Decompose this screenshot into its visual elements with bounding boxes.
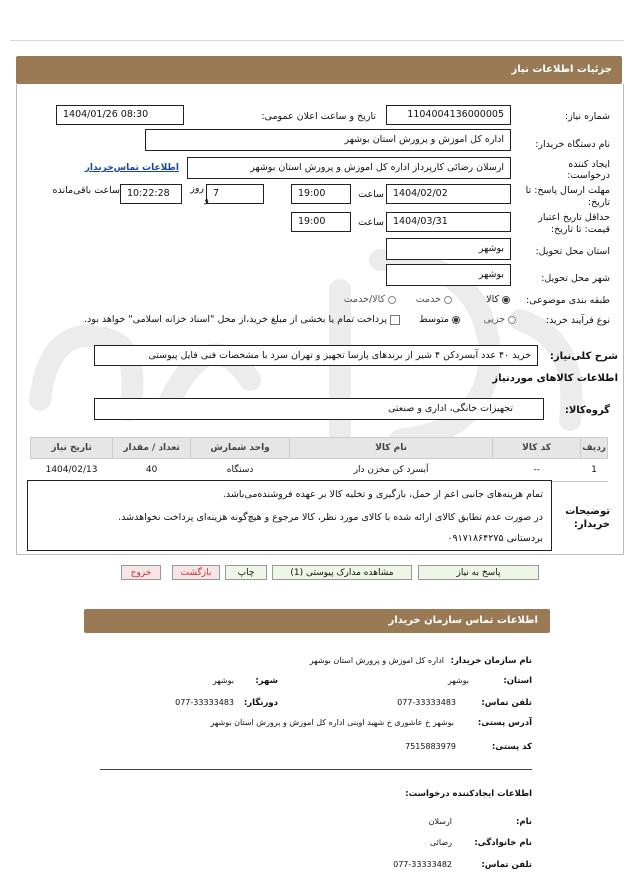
phone-label: تلفن تماس:	[481, 698, 532, 708]
last-name-value: رضائی	[430, 838, 452, 847]
remaining-label: ساعت باقی‌مانده	[52, 185, 120, 196]
radio-icon	[444, 296, 452, 304]
process-option-medium[interactable]: متوسط	[419, 314, 460, 325]
process-option-minor[interactable]: جزیی	[483, 314, 516, 325]
days-field: 7	[206, 184, 264, 204]
group-field: تجهیزات خانگی، اداری و صنعتی	[94, 398, 544, 420]
col-unit: واحد شمارش	[191, 438, 290, 459]
validity-label-2: قیمت: تا تاریخ:	[550, 224, 610, 235]
col-quantity: تعداد / مقدار	[113, 438, 191, 459]
phone-value: 077-33333483	[397, 698, 456, 707]
need-number-label: شماره نیاز:	[564, 111, 610, 122]
notes-line-1: تمام هزینه‌های جانبی اعم از حمل، بارگیری و تخلیه کالا بر عهده فروشنده‌می‌باشد.	[222, 489, 543, 500]
table-header-row	[31, 438, 608, 459]
validity-hour-field: 19:00	[291, 212, 351, 232]
page-header	[16, 56, 622, 84]
cell-item-code: --	[493, 459, 581, 482]
city-label: شهر:	[255, 676, 278, 686]
delivery-province-field: بوشهر	[386, 238, 511, 260]
deadline-hour-field: 19:00	[291, 184, 351, 204]
address-value: بوشهر خ عاشوری خ شهید اوینی اداره کل اموزش و پرورش استان بوشهر	[210, 718, 454, 727]
category-option-goods[interactable]: کالا	[486, 294, 510, 305]
deadline-hour-label: ساعت	[358, 189, 384, 200]
contact-section-title: اطلاعات تماس سازمان خریدار	[388, 615, 538, 626]
cell-row-number: 1	[581, 459, 608, 482]
print-button[interactable]: چاپ	[225, 565, 267, 580]
category-option-service[interactable]: خدمت	[416, 294, 452, 305]
cell-need-date: 1404/02/13	[31, 459, 113, 482]
postal-value: 7515883979	[405, 742, 456, 751]
deadline-label-1: مهلت ارسال پاسخ: تا	[525, 185, 610, 196]
postal-label: کد پستی:	[491, 742, 532, 752]
province-label: استان:	[503, 676, 532, 686]
cell-unit: دستگاه	[191, 459, 290, 482]
need-number-field: 1104004136000005	[386, 105, 511, 125]
days-label-2: و	[204, 194, 209, 205]
buyer-contact-link[interactable]: اطلاعات تماس‌خریدار	[84, 163, 179, 173]
creator-label-2: درخواست:	[567, 170, 610, 181]
first-name-label: نام:	[515, 817, 532, 827]
creator-phone-value: 077-33333482	[393, 860, 452, 869]
delivery-city-field: بوشهر	[386, 264, 511, 286]
buyer-org-field: اداره کل اموزش و پرورش استان بوشهر	[145, 129, 511, 151]
group-label: گروه‌کالا:	[564, 405, 610, 416]
delivery-city-label: شهر محل تحویل:	[541, 273, 610, 284]
last-name-label: نام خانوادگی:	[474, 838, 532, 848]
page-title: جزئیات اطلاعات نیاز	[511, 64, 612, 75]
creator-phone-label: تلفن تماس:	[481, 860, 532, 870]
exit-button[interactable]: خروج	[121, 565, 161, 580]
deadline-date-field: 1404/02/02	[386, 184, 511, 204]
delivery-province-label: استان محل تحویل:	[535, 246, 610, 257]
cell-item-name: آبسرد کن مخزن دار	[290, 459, 493, 482]
contact-section-header	[84, 609, 550, 633]
creator-info-title: اطلاعات ایجادکننده درخواست:	[405, 789, 532, 799]
notes-line-2: در صورت عدم تطابق کالای ارائه شده با کالای مورد نظر، کالا مرجوع و هیچ‌گونه هزینه‌ای پرداخت نخواهدشد.	[118, 512, 543, 523]
deadline-label-2: تاریخ:	[587, 197, 610, 208]
col-item-code: کد کالا	[493, 438, 581, 459]
org-name-label: نام سازمان خریدار:	[450, 656, 532, 666]
summary-label: شرح کلی‌نیاز:	[549, 351, 618, 362]
notes-box	[27, 480, 552, 551]
checkbox-icon	[390, 315, 400, 325]
back-button[interactable]: بازگشت	[172, 565, 220, 580]
creator-field: ارسلان رضائی کارپرداز اداره کل اموزش و پرورش استان بوشهر	[187, 157, 511, 179]
top-divider	[10, 40, 624, 41]
announce-field: 1404/01/26 08:30	[56, 105, 184, 125]
process-label: نوع فرآیند خرید:	[545, 315, 610, 326]
radio-icon	[508, 316, 516, 324]
province-value: بوشهر	[447, 676, 469, 685]
first-name-value: ارسلان	[428, 817, 452, 826]
cell-quantity: 40	[113, 459, 191, 482]
watermark-logo	[20, 200, 610, 460]
category-label: طبقه بندی موضوعی:	[525, 295, 610, 306]
col-item-name: نام کالا	[290, 438, 493, 459]
contact-divider	[100, 769, 532, 770]
address-label: آدرس پستی:	[477, 718, 532, 728]
radio-selected-icon	[452, 316, 460, 324]
fax-value: 077-33333483	[175, 698, 234, 707]
notes-label-1: توضیحات	[565, 506, 610, 517]
validity-label-1: حداقل تاریخ اعتبار	[538, 212, 610, 223]
city-value: بوشهر	[212, 676, 234, 685]
days-label-1: روز	[190, 183, 204, 194]
notes-line-3: بردستانی ۰۹۱۷۱۸۶۴۲۷۵	[447, 533, 543, 544]
payment-note[interactable]: پرداخت تمام یا بخشی از مبلغ خرید،از محل "اسناد خزانه اسلامی" خواهد بود.	[84, 314, 400, 325]
announce-label: تاریخ و ساعت اعلان عمومی:	[261, 111, 376, 122]
radio-icon	[388, 296, 396, 304]
radio-selected-icon	[502, 296, 510, 304]
reply-button[interactable]: پاسخ به نیاز	[418, 565, 539, 580]
remaining-time-field: 10:22:28	[120, 184, 182, 204]
fax-label: دورنگار:	[243, 698, 278, 708]
col-row-number: ردیف	[581, 438, 608, 459]
summary-field: خرید ۴۰ عدد آبسردکن ۴ شیر از برندهای پارسا تجهیز و تهران سرد با مشخصات فنی فایل پیوستی	[94, 345, 538, 366]
validity-hour-label: ساعت	[358, 217, 384, 228]
creator-label-1: ایجاد کننده	[568, 159, 610, 170]
buyer-org-label: نام دستگاه خریدار:	[535, 139, 610, 150]
table-row[interactable]	[31, 459, 608, 482]
items-table	[30, 437, 608, 482]
org-name-value: اداره کل اموزش و پرورش استان بوشهر	[309, 656, 444, 665]
goods-info-title: اطلاعات کالاهای موردنیاز	[492, 373, 618, 384]
category-option-goods-service[interactable]: کالا/خدمت	[344, 294, 396, 305]
col-need-date: تاریخ نیاز	[31, 438, 113, 459]
validity-date-field: 1404/03/31	[386, 212, 511, 232]
notes-label-2: خریدار:	[573, 519, 610, 530]
attachments-button[interactable]: مشاهده مدارک پیوستی (1)	[272, 565, 412, 580]
